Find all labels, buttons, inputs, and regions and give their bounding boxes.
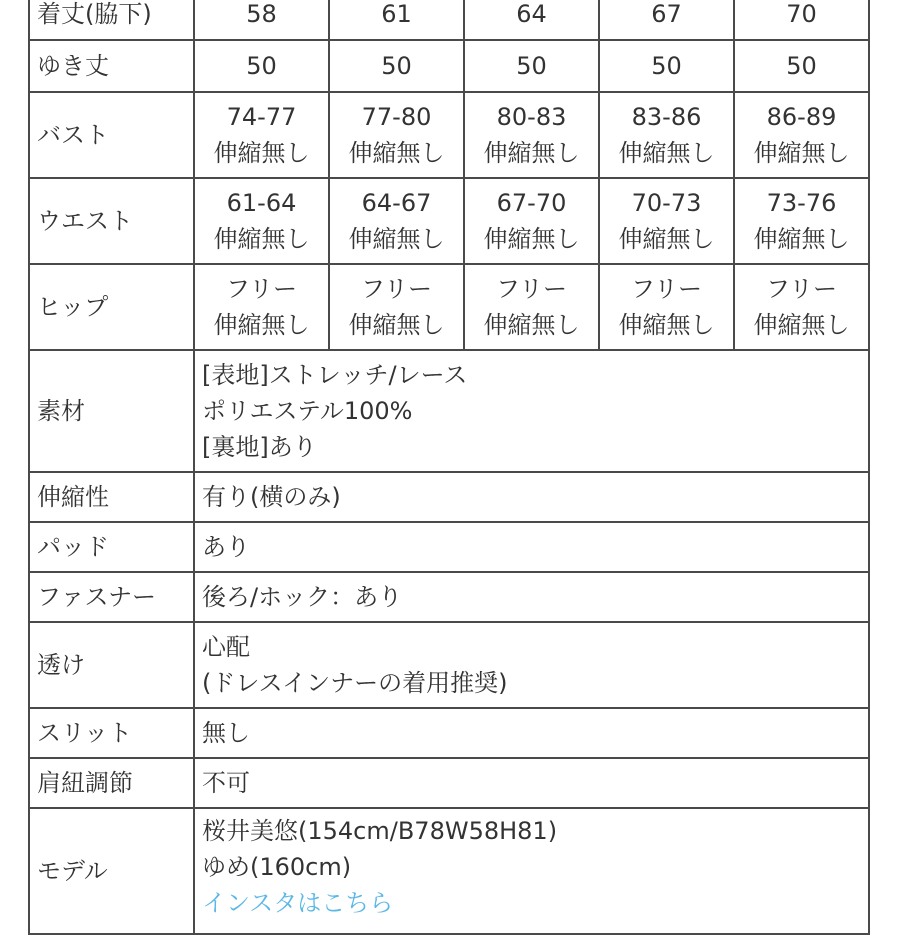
size-cell: 61-64 伸縮無し <box>194 178 329 264</box>
size-cell: 50 <box>734 40 869 92</box>
detail-row-strap-adjust <box>29 758 869 808</box>
instagram-link[interactable]: インスタはこちら <box>202 889 394 917</box>
size-row-length <box>29 0 869 40</box>
size-cell: 64 <box>464 0 599 40</box>
detail-row-slit <box>29 708 869 758</box>
detail-row-pad <box>29 522 869 572</box>
size-cell: 67 <box>599 0 734 40</box>
size-cell: 67-70 伸縮無し <box>464 178 599 264</box>
detail-value: 後ろ/ホック：あり <box>194 572 869 622</box>
detail-value: 心配 (ドレスインナーの着用推奨) <box>194 622 869 708</box>
row-label: バスト <box>29 92 194 178</box>
size-cell: 86-89 伸縮無し <box>734 92 869 178</box>
row-label: 素材 <box>29 350 194 472</box>
size-cell: 83-86 伸縮無し <box>599 92 734 178</box>
size-cell: 61 <box>329 0 464 40</box>
size-cell: フリー 伸縮無し <box>464 264 599 350</box>
detail-value: [表地]ストレッチ/レース ポリエステル100% [裏地]あり <box>194 350 869 472</box>
size-cell: 50 <box>329 40 464 92</box>
detail-value: 有り(横のみ) <box>194 472 869 522</box>
size-cell: 50 <box>599 40 734 92</box>
row-label: ウエスト <box>29 178 194 264</box>
size-cell: 64-67 伸縮無し <box>329 178 464 264</box>
size-cell: 77-80 伸縮無し <box>329 92 464 178</box>
detail-row-material <box>29 350 869 472</box>
size-row-waist <box>29 178 869 264</box>
size-cell: 73-76 伸縮無し <box>734 178 869 264</box>
product-spec-sheet <box>28 0 868 935</box>
row-label: 肩紐調節 <box>29 758 194 808</box>
size-cell: 58 <box>194 0 329 40</box>
size-row-sleeve <box>29 40 869 92</box>
row-label: 透け <box>29 622 194 708</box>
detail-value: 無し <box>194 708 869 758</box>
size-cell: 50 <box>464 40 599 92</box>
size-cell: フリー 伸縮無し <box>329 264 464 350</box>
row-label: 着丈(脇下) <box>29 0 194 40</box>
row-label: ヒップ <box>29 264 194 350</box>
detail-row-model <box>29 808 869 934</box>
size-cell: フリー 伸縮無し <box>734 264 869 350</box>
size-cell: 70-73 伸縮無し <box>599 178 734 264</box>
size-row-bust <box>29 92 869 178</box>
row-label: モデル <box>29 808 194 934</box>
row-label: パッド <box>29 522 194 572</box>
size-row-hip <box>29 264 869 350</box>
detail-row-stretch <box>29 472 869 522</box>
row-label: ゆき丈 <box>29 40 194 92</box>
row-label: スリット <box>29 708 194 758</box>
size-cell: 70 <box>734 0 869 40</box>
size-cell: フリー 伸縮無し <box>194 264 329 350</box>
size-cell: 74-77 伸縮無し <box>194 92 329 178</box>
row-label: ファスナー <box>29 572 194 622</box>
size-cell: フリー 伸縮無し <box>599 264 734 350</box>
size-cell: 50 <box>194 40 329 92</box>
detail-row-sheerness <box>29 622 869 708</box>
detail-value: あり <box>194 522 869 572</box>
detail-row-fastener <box>29 572 869 622</box>
size-cell: 80-83 伸縮無し <box>464 92 599 178</box>
detail-value: 不可 <box>194 758 869 808</box>
detail-value: 桜井美悠(154cm/B78W58H81) ゆめ(160cm) インスタはこちら <box>194 808 869 934</box>
row-label: 伸縮性 <box>29 472 194 522</box>
size-spec-table <box>28 0 870 935</box>
